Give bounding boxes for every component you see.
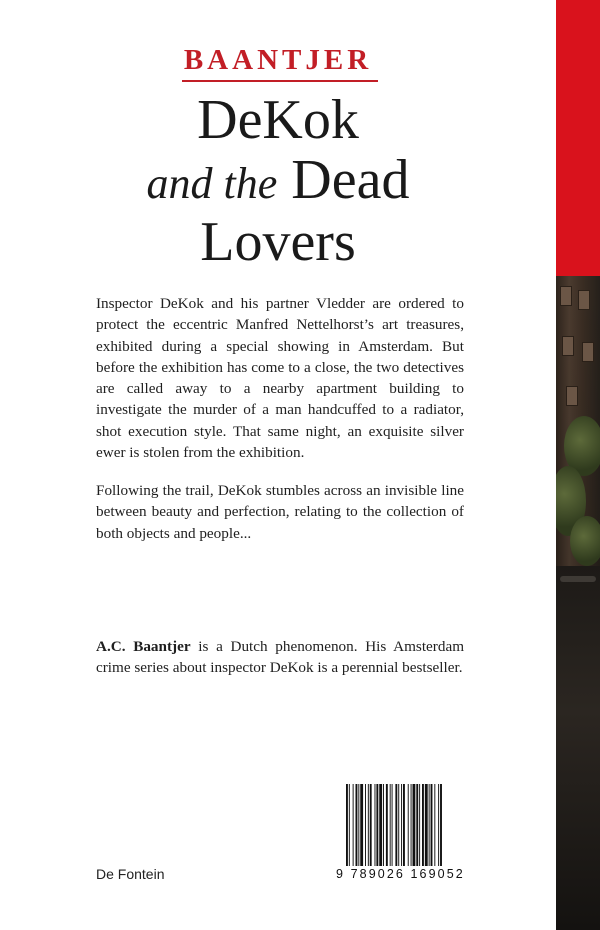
publisher-name: De Fontein xyxy=(96,866,165,882)
window-shape xyxy=(560,286,572,306)
isbn-barcode xyxy=(336,784,476,884)
barcode-bar xyxy=(398,784,399,866)
barcode-bar xyxy=(401,784,402,866)
title-rest-part: Dead xyxy=(291,149,410,211)
author-bio xyxy=(96,636,464,679)
barcode-bar xyxy=(346,784,348,866)
barcode-bar xyxy=(368,784,369,866)
barcode-bar xyxy=(376,784,378,866)
window-shape xyxy=(566,386,578,406)
barcode-bar xyxy=(390,784,391,866)
isbn-number: 9 789026 169052 xyxy=(336,867,465,881)
barcode-bar xyxy=(379,784,382,866)
barcode-bar xyxy=(438,784,439,866)
barcode-bar xyxy=(386,784,388,866)
barcode-bar xyxy=(425,784,428,866)
author-underline xyxy=(182,80,378,82)
barcode-bar xyxy=(356,784,358,866)
barcode-bars xyxy=(346,784,472,866)
barcode-bar xyxy=(383,784,384,866)
barcode-bar xyxy=(419,784,420,866)
barcode-bar xyxy=(434,784,435,866)
book-title-line3: Lovers xyxy=(200,211,356,273)
author-name: BAANTJER xyxy=(183,44,373,76)
barcode-bar xyxy=(365,784,366,866)
barcode-bar xyxy=(392,784,393,866)
book-title-line2 xyxy=(0,150,556,214)
barcode-bar xyxy=(353,784,354,866)
spine-photo-amsterdam xyxy=(556,276,600,930)
window-shape xyxy=(578,290,590,310)
barcode-bar xyxy=(413,784,416,866)
barcode-bar xyxy=(395,784,397,866)
barcode-bar xyxy=(349,784,350,866)
window-shape xyxy=(562,336,574,356)
barcode-bar xyxy=(408,784,409,866)
blurb-paragraph-1: Inspector DeKok and his partner Vledder are ordered to protect the eccentric Manfred Nettelhorst’s art treasures, exhibited during a special showing in Amsterdam. But before the exhibition has come to a close, the two detectives are called away to a nearby apartment building to investigate the murder of a man handcuffed to a radiator, shot execution style. That same night, an exquisite silver ewer is stolen from the exhibition. xyxy=(96,295,464,462)
window-shape xyxy=(582,342,594,362)
barcode-bar xyxy=(411,784,412,866)
book-title-line1: DeKok xyxy=(197,89,359,151)
spine-red-band xyxy=(556,0,600,276)
boat-shape xyxy=(560,576,596,582)
barcode-bar xyxy=(431,784,433,866)
barcode-bar xyxy=(375,784,376,866)
barcode-bar xyxy=(360,784,363,866)
tree-shape xyxy=(570,516,600,566)
barcode-bar xyxy=(370,784,372,866)
title-italic-part: and the xyxy=(146,159,278,208)
blurb-paragraph-2: Following the trail, DeKok stumbles across an invisible line between beauty and perfection, relating to the collection of both objects and people... xyxy=(96,482,464,542)
barcode-bar xyxy=(403,784,405,866)
author-bio-name: A.C. Baantjer xyxy=(96,638,191,655)
barcode-bar xyxy=(429,784,430,866)
barcode-bar xyxy=(422,784,424,866)
barcode-bar xyxy=(440,784,442,866)
barcode-bar xyxy=(416,784,418,866)
canal-water xyxy=(556,566,600,930)
author-bio-text: is a Dutch phenomenon. His Amsterdam crime series about inspector DeKok is a perennial bestseller. xyxy=(96,638,465,677)
barcode-bar xyxy=(358,784,359,866)
